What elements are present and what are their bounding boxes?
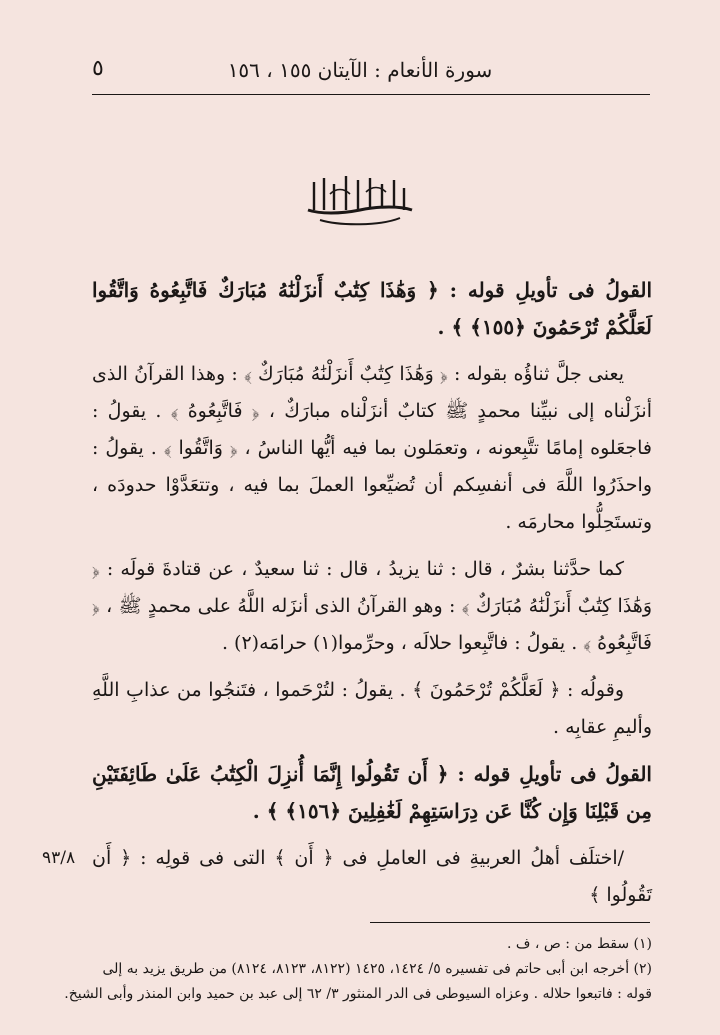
footnotes	[64, 932, 652, 1007]
margin-reference: ٩٣/٨	[42, 848, 76, 868]
paragraph-2: كما حدَّثنا بشرٌ ، قال : ثنا يزيدُ ، قال : ثنا سعيدٌ ، عن قتادةَ قولَه : ﴿ وَهَٰذَا كِتَٰبٌ أَنزَلْنَٰهُ مُبَارَكٌ ﴾ : وهو القرآنُ الذى أنزَله اللَّهُ على محمدٍ ﷺ ، ﴿ فَاتَّبِعُوهُ ﴾ . يقولُ : فاتَّبِعوا حلالَه ، وحرِّموا(١) حرامَه(٢) .	[92, 558, 652, 654]
main-text	[92, 272, 652, 924]
paragraph-4: /اختلَف أهلُ العربيةِ فى العاملِ فى ﴿ أَن ﴾ التى فى قولِه : ﴿ أَن تَقُولُوا ﴾	[92, 847, 652, 906]
paragraph-1: يعنى جلَّ ثناؤُه بقوله : ﴿ وَهَٰذَا كِتَٰبٌ أَنزَلْنَٰهُ مُبَارَكٌ ﴾ : وهذا القرآنُ الذى أنزَلْناه إلى نبيِّنا محمدٍ ﷺ كتابٌ أنزَلْناه مبارَكٌ ، ﴿ فَاتَّبِعُوهُ ﴾ . يقولُ : فاجعَلوه إمامًا تتَّبِعونه ، وتعمَلون بما فيه أيُّها الناسُ ، ﴿ وَاتَّقُوا ﴾ . يقولُ : واحذَرُوا اللَّهَ فى أنفسِكم أن تُضيِّعوا العملَ بما فيه ، وتتعَدَّوْا حدودَه ، وتستَحِلُّوا محارمَه .	[92, 363, 652, 533]
footnote-divider	[370, 922, 650, 923]
paragraph-3: وقولُه : ﴿ لَعَلَّكُمْ تُرْحَمُونَ ﴾ . يقولُ : لتُرْحَموا ، فتَنجُوا من عذابِ اللَّهِ وأليمِ عقابِه .	[92, 679, 652, 738]
section-heading-1: القولُ فى تأويلِ قوله : ﴿ وَهَٰذَا كِتَٰبٌ أَنزَلْنَٰهُ مُبَارَكٌ فَاتَّبِعُوهُ وَاتَّقُوا لَعَلَّكُمْ تُرْحَمُونَ ﴿١٥٥﴾ ﴾ .	[92, 278, 652, 339]
page-number: ٥	[92, 56, 104, 81]
header-divider	[92, 94, 650, 95]
running-header-title: سورة الأنعام : الآيتان ١٥٥ ، ١٥٦	[227, 58, 493, 82]
footnote-2-continued: قوله : فاتبعوا حلاله . وعزاه السيوطى فى الدر المنثور ٣/ ٦٢ إلى عبد بن حميد وابن المنذر وأبى الشيخ.	[64, 986, 652, 1002]
basmala-calligraphy	[300, 170, 420, 230]
section-heading-2: القولُ فى تأويلِ قوله : ﴿ أَن تَقُولُوا إِنَّمَا أُنزِلَ الْكِتَٰبُ عَلَىٰ طَائِفَتَيْنِ مِن قَبْلِنَا وَإِن كُنَّا عَن دِرَاسَتِهِمْ لَغَٰفِلِينَ ﴿١٥٦﴾ ﴾ .	[92, 762, 652, 823]
footnote-2: (٢) أخرجه ابن أبى حاتم فى تفسيره ٥/ ١٤٢٤، ١٤٢٥ (٨١٢٢، ٨١٢٣، ٨١٢٤) من طريق يزيد به إلى	[102, 961, 652, 977]
footnote-1: (١) سقط من : ص ، ف .	[507, 936, 652, 952]
